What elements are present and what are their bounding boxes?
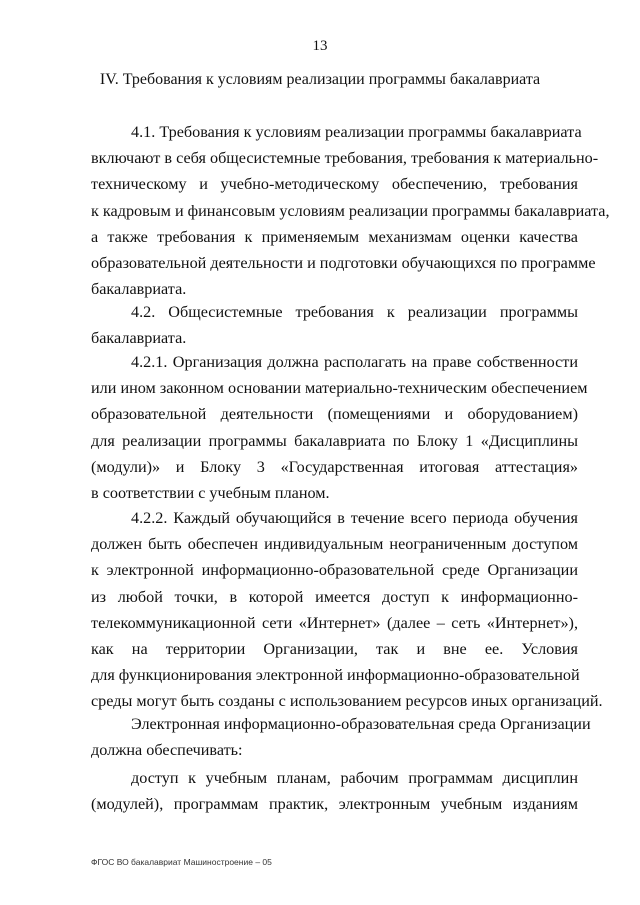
paragraph-4-1 — [91, 119, 610, 302]
paragraph-access — [91, 765, 578, 817]
text-line: бакалавриата. — [91, 280, 187, 299]
text-line: (модулей), программам практик, электронным учебным изданиям — [91, 795, 578, 814]
text-line: образовательной деятельности (помещениями и оборудованием) — [91, 405, 578, 424]
text-line: для функционирования электронной информационно-образовательной — [91, 666, 580, 685]
text-line: доступ к учебным планам, рабочим программам дисциплин — [131, 769, 578, 787]
text-line: телекоммуникационной сети «Интернет» (далее – сеть «Интернет»), — [91, 613, 578, 632]
text-line: 4.2.2. Каждый обучающийся в течение всего периода обучения — [131, 509, 578, 527]
text-line: среды могут быть созданы с использованием ресурсов иных организаций. — [91, 692, 603, 711]
section-title: IV. Требования к условиям реализации программы бакалавриата — [99, 71, 541, 88]
text-line: должен быть обеспечен индивидуальным неограниченным доступом — [91, 535, 578, 554]
text-line: 4.1. Требования к условиям реализации программы бакалавриата — [131, 123, 582, 141]
text-line: (модули)» и Блоку 3 «Государственная итоговая аттестация» — [91, 457, 578, 476]
paragraph-4-2-2 — [91, 505, 603, 715]
text-line: а также требования к применяемым механизмам оценки качества — [91, 227, 578, 246]
text-line: в соответствии с учебным планом. — [91, 483, 330, 502]
text-line: 4.2.1. Организация должна располагать на праве собственности — [131, 353, 578, 371]
text-line: как на территории Организации, так и вне ее. Условия — [91, 639, 578, 658]
text-line: включают в себя общесистемные требования, требования к материально- — [91, 149, 599, 168]
text-line: к электронной информационно-образовательной среде Организации — [91, 561, 578, 580]
text-line: Электронная информационно-образовательная среда Организации — [131, 715, 591, 733]
text-line: бакалавриата. — [91, 329, 187, 348]
page-number: 13 — [312, 38, 328, 54]
text-line: 4.2. Общесистемные требования к реализации программы — [131, 303, 578, 321]
text-line: или ином законном основании материально-техническим обеспечением — [91, 379, 588, 398]
text-line: из любой точки, в которой имеется доступ к информационно- — [91, 587, 578, 606]
paragraph-eios — [91, 711, 591, 763]
text-line: к кадровым и финансовым условиям реализации программы бакалавриата, — [91, 201, 610, 220]
text-line: должна обеспечивать: — [91, 741, 243, 760]
page-footer: ФГОС ВО бакалавриат Машиностроение – 05 — [91, 857, 272, 867]
text-line: для реализации программы бакалавриата по Блоку 1 «Дисциплины — [91, 431, 578, 450]
paragraph-4-2 — [91, 299, 578, 351]
paragraph-4-2-1 — [91, 349, 588, 506]
text-line: техническому и учебно-методическому обеспечению, требования — [91, 175, 578, 194]
text-line: образовательной деятельности и подготовки обучающихся по программе — [91, 253, 596, 272]
